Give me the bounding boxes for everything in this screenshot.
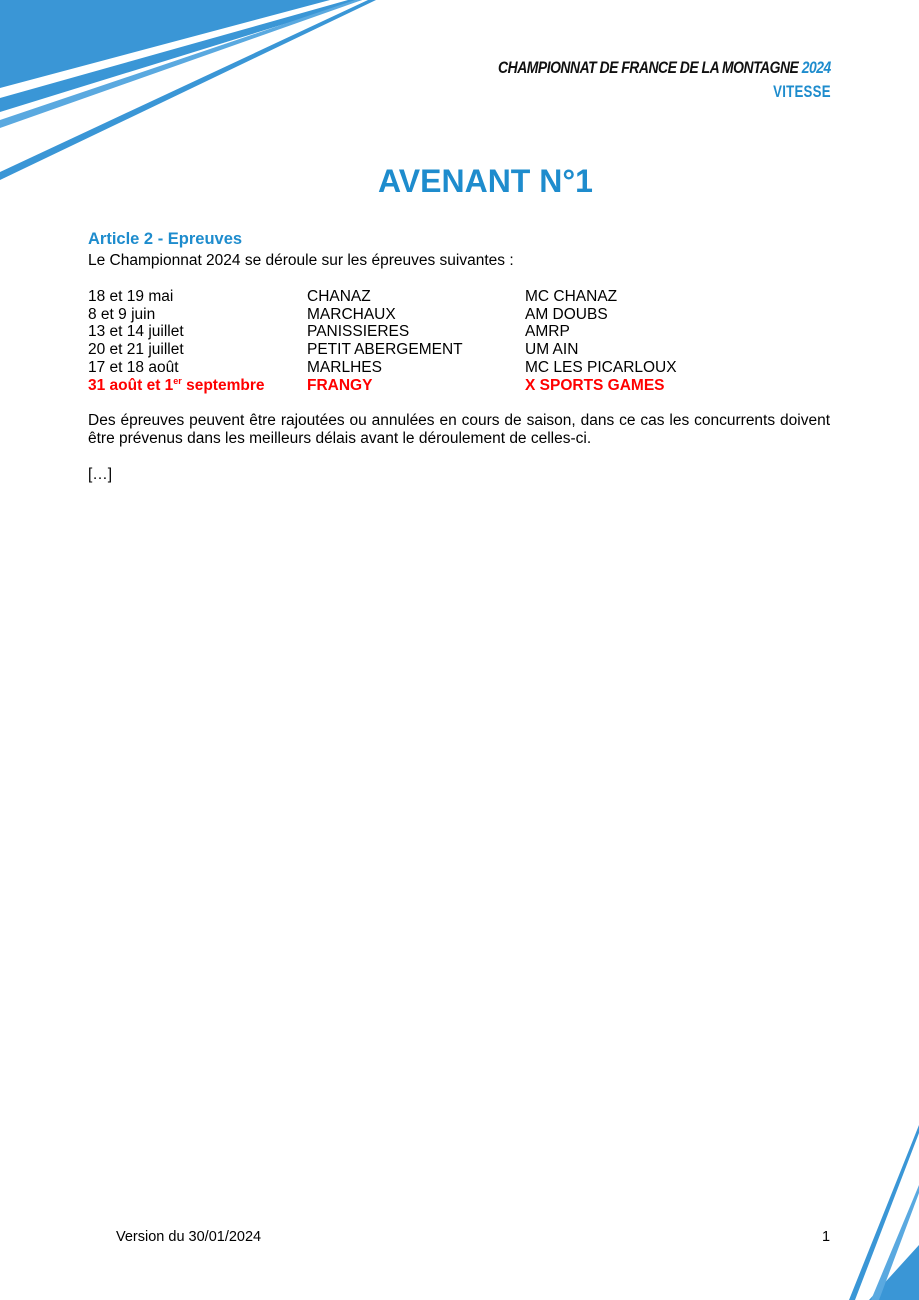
event-date: 18 et 19 mai [88, 288, 174, 305]
event-row [88, 323, 830, 341]
event-place: PANISSIERES [307, 323, 410, 341]
discipline-label: VITESSE [773, 82, 831, 101]
event-place: PETIT ABERGEMENT [307, 341, 463, 359]
article-heading: Article 2 - Epreuves [88, 230, 243, 248]
championship-year: 2024 [801, 58, 831, 77]
event-row [88, 288, 830, 306]
event-place: CHANAZ [307, 288, 371, 305]
event-place: FRANGY [307, 376, 373, 394]
omission-marker: […] [88, 466, 113, 484]
event-row-highlighted [88, 377, 830, 395]
event-place: MARLHES [307, 358, 382, 376]
event-organizer: X SPORTS GAMES [525, 376, 665, 394]
event-row [88, 306, 830, 324]
event-date: 13 et 14 juillet [88, 323, 184, 341]
events-table [88, 288, 830, 394]
championship-name: CHAMPIONNAT DE FRANCE DE LA MONTAGNE [498, 58, 799, 77]
event-row [88, 341, 830, 359]
event-date: 17 et 18 août [88, 358, 179, 376]
event-date: 20 et 21 juillet [88, 341, 184, 359]
event-organizer: UM AIN [525, 341, 579, 359]
event-date-ordinal: er [173, 375, 182, 386]
event-organizer: AM DOUBS [525, 305, 608, 323]
corner-stripes-top-left [0, 0, 380, 185]
article-section [88, 230, 830, 484]
event-row [88, 359, 830, 377]
event-date-suffix: septembre [181, 376, 265, 394]
footer-version: Version du 30/01/2024 [116, 1229, 262, 1245]
event-date: 8 et 9 juin [88, 305, 156, 323]
event-place: MARCHAUX [307, 305, 396, 323]
page-title: AVENANT N°1 [378, 163, 593, 199]
event-organizer: MC LES PICARLOUX [525, 358, 677, 376]
event-date [88, 377, 307, 395]
document-header [425, 58, 831, 102]
article-note: Des épreuves peuvent être rajoutées ou annulées en cours de saison, dans ce cas les concurrents doivent être prévenus dans les meilleurs délais avant le déroulement de celles-ci. [88, 412, 830, 448]
event-organizer: MC CHANAZ [525, 288, 618, 305]
championship-title [498, 58, 831, 78]
corner-stripes-bottom-right [849, 1125, 919, 1300]
event-organizer: AMRP [525, 323, 570, 341]
page-number: 1 [822, 1229, 831, 1245]
article-intro: Le Championnat 2024 se déroule sur les épreuves suivantes : [88, 252, 514, 269]
event-date-prefix: 31 août et 1 [88, 376, 174, 394]
